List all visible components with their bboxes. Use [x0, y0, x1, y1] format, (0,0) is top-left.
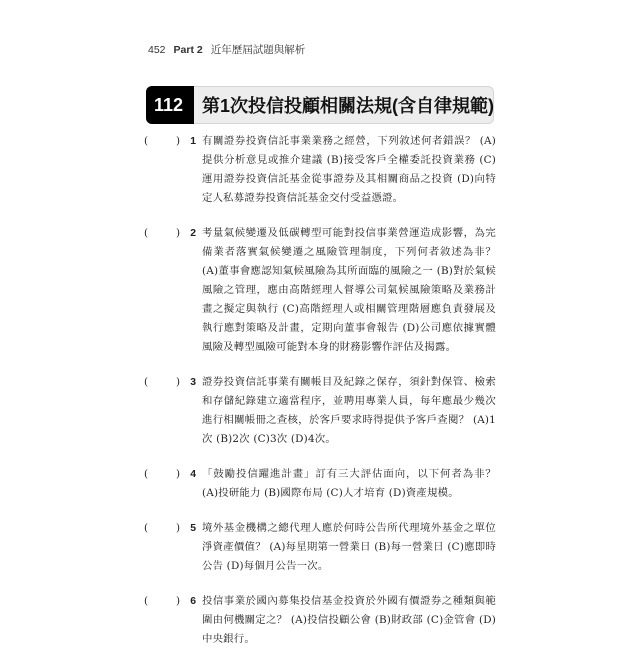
answer-blank: ( ): [144, 522, 180, 534]
question-item: [144, 132, 500, 208]
page-number: 452: [148, 44, 166, 56]
question-number: 3: [190, 377, 196, 388]
question-text: 有關證券投資信託事業業務之經營，下列敘述何者錯誤？ (A)提供分析意見或推介建議 (B)接受客戶全權委託投資業務 (C)運用證券投資信託基金從事證券及其相關商品之投資 (D)向特定人私募證券投資信託基金交付受益憑證。: [202, 135, 496, 204]
question-item: [144, 224, 500, 357]
question-text: 考量氣候變遷及低碳轉型可能對投信事業營運造成影響，為完備業者落實氣候變遷之風險管理制度，下列何者敘述為非？ (A)董事會應認知氣候風險為其所面臨的風險之一 (B)對於氣候風險之管理，應由高階經理人督導公司氣候風險策略及業務計畫之擬定與執行 (C)高階經理人或相關管理階層應負責發展及執行應對策略及計畫，定期向董事會報告 (D)公司應依據實體風險及轉型風險可能對本身的財務影響作評估及揭露。: [202, 227, 496, 353]
question-item: [144, 465, 500, 503]
question-number: 4: [190, 469, 196, 480]
question-list: [144, 132, 500, 665]
exam-year: 112年: [146, 86, 194, 124]
question-text: 證券投資信託事業有關帳目及紀錄之保存，須針對保管、檢索和存儲紀錄建立適當程序，並聘用專業人員，每年應最少幾次進行相關帳冊之查核，於客戶要求時得提供予客戶查閱？ (A)1次 (B)2次 (C)3次 (D)4次。: [202, 376, 496, 445]
answer-blank: ( ): [144, 227, 180, 239]
question-text: 投信事業於國內募集投信基金投資於外國有價證券之種類與範圍由何機關定之？ (A)投信投顧公會 (B)財政部 (C)金管會 (D)中央銀行。: [202, 595, 496, 645]
question-item: [144, 592, 500, 649]
question-text: 「鼓勵投信躍進計畫」訂有三大評估面向，以下何者為非？ (A)投研能力 (B)國際布局 (C)人才培育 (D)資產規模。: [202, 468, 496, 499]
question-text: 境外基金機構之總代理人應於何時公告所代理境外基金之單位淨資產價值？ (A)每星期第一營業日 (B)每一營業日 (C)應即時公告 (D)每個月公告一次。: [202, 522, 496, 572]
answer-blank: ( ): [144, 468, 180, 480]
question-number: 2: [190, 228, 196, 239]
question-item: [144, 373, 500, 449]
answer-blank: ( ): [144, 595, 180, 607]
question-item: [144, 519, 500, 576]
answer-blank: ( ): [144, 135, 180, 147]
question-number: 6: [190, 596, 196, 607]
exam-title-banner: [146, 86, 494, 153]
section-title: 近年歷屆試題與解析: [210, 44, 306, 56]
answer-blank: ( ): [144, 376, 180, 388]
part-label: Part 2: [173, 44, 203, 56]
question-number: 5: [190, 523, 196, 534]
question-number: 1: [190, 136, 196, 147]
exam-title: 第1次投信投顧相關法規(含自律規範): [202, 96, 494, 116]
page-header: [148, 42, 305, 57]
